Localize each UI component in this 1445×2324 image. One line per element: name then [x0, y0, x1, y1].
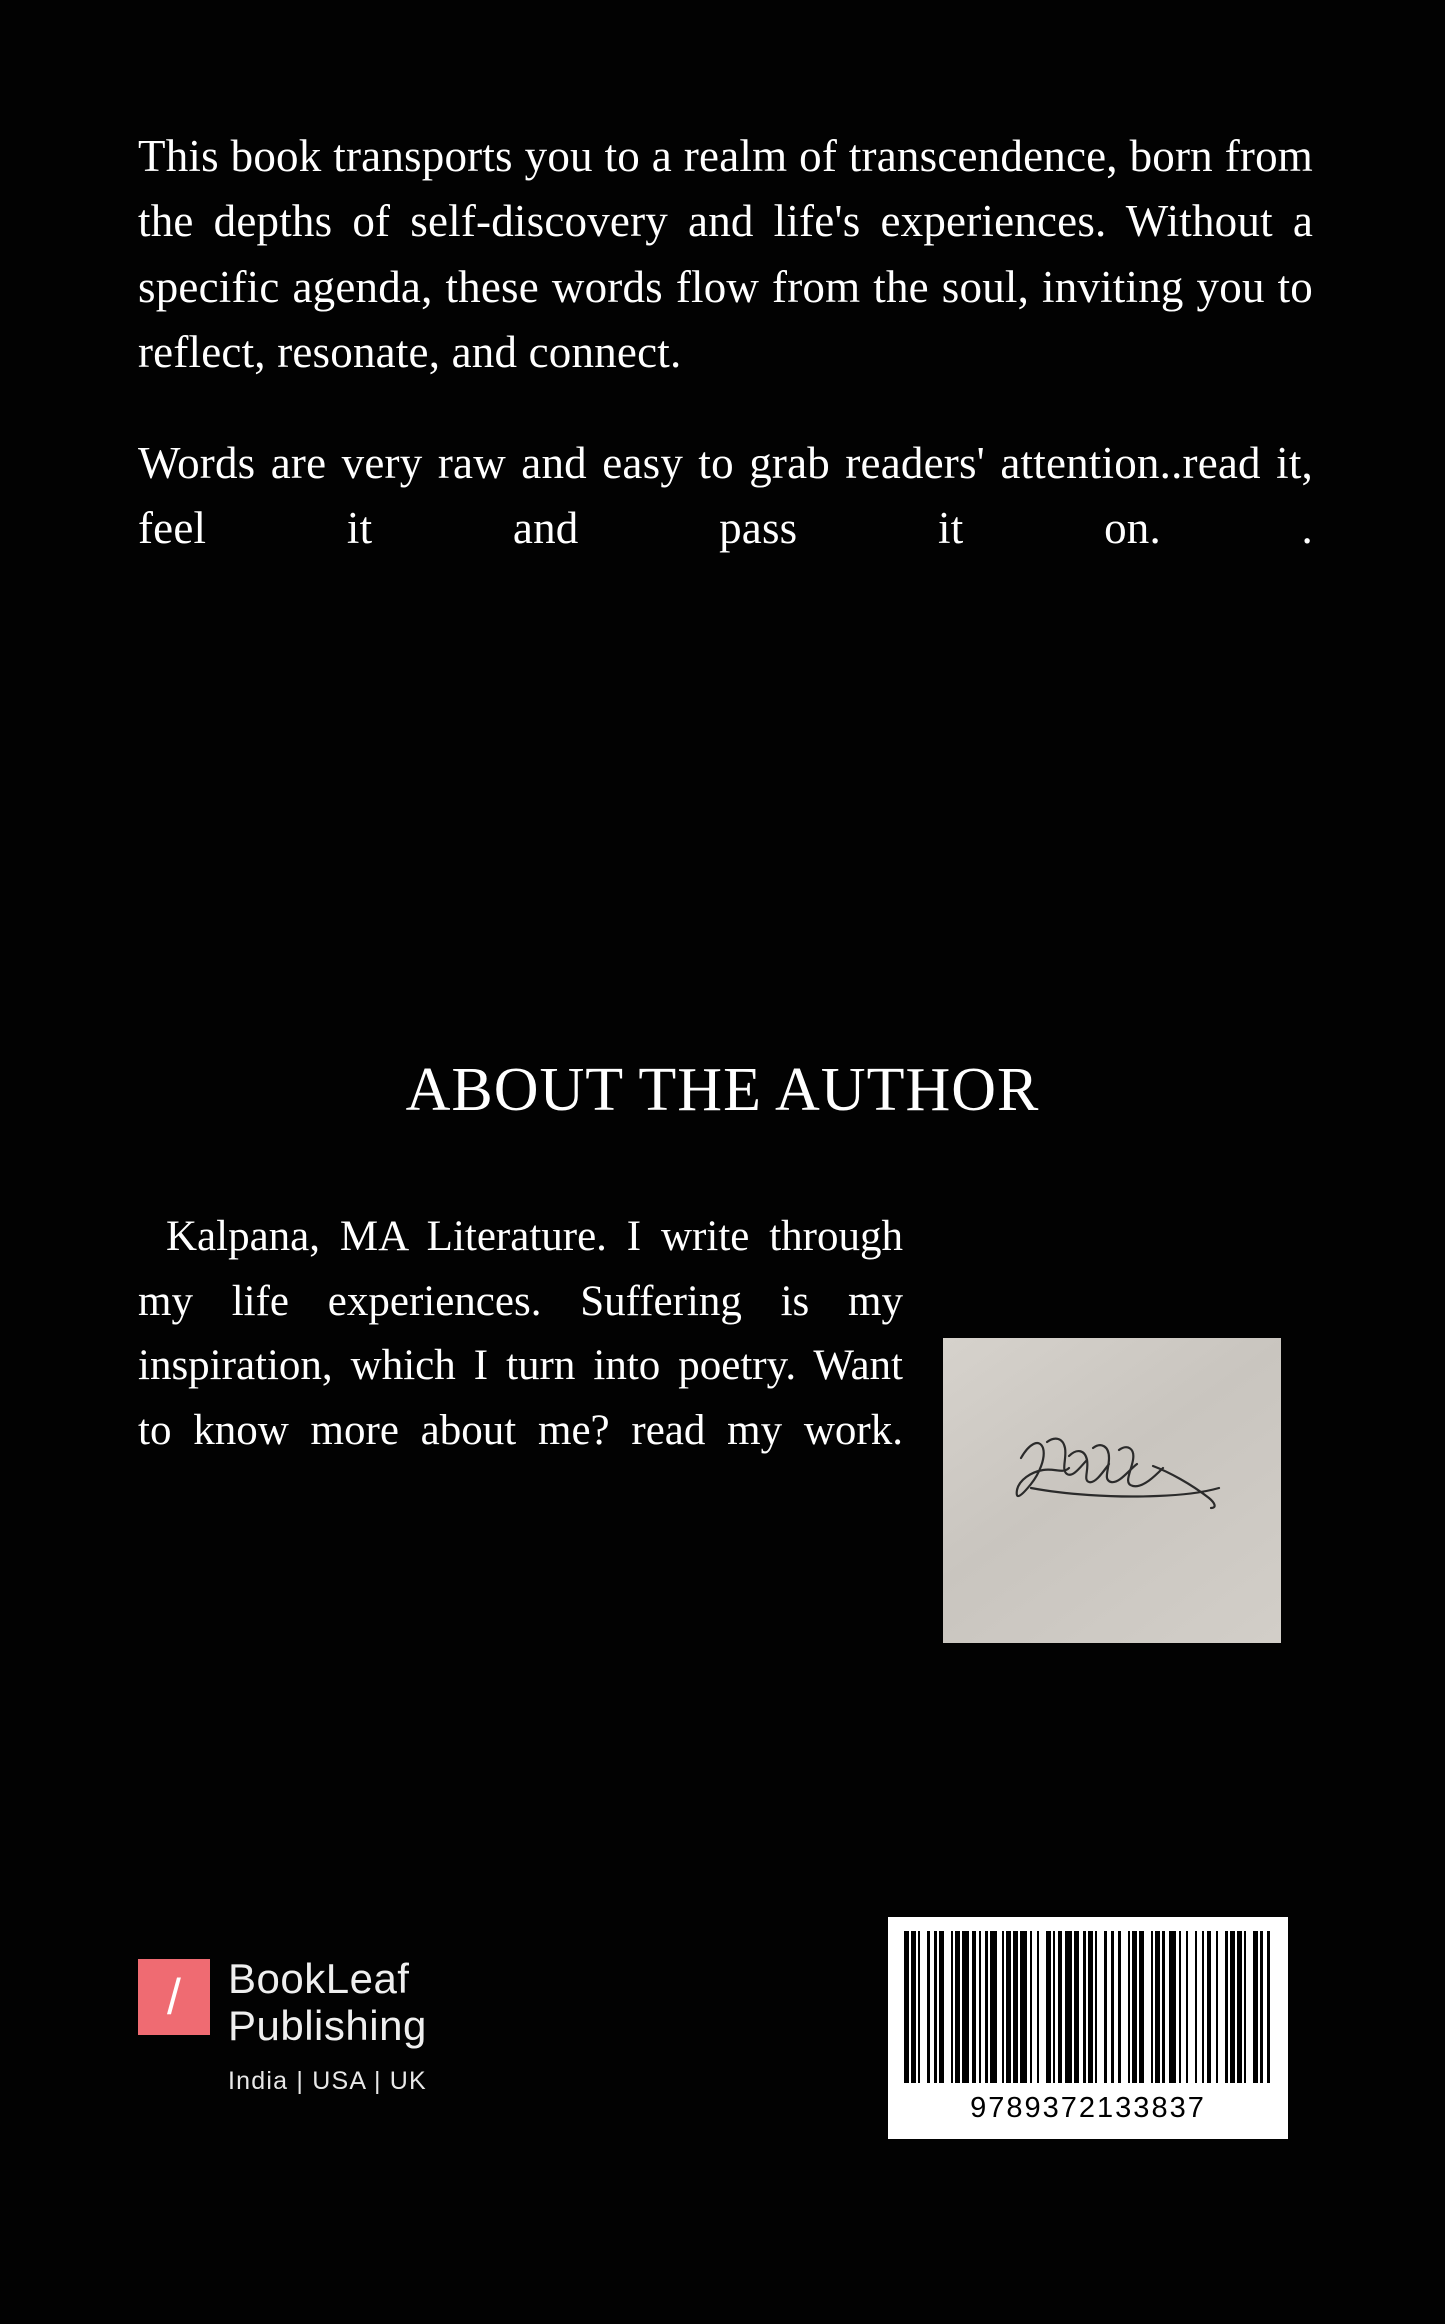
publisher-name [228, 1955, 427, 2049]
book-blurb [138, 124, 1313, 562]
bio-text: Kalpana, MA Literature. I write through my life experiences. Suffering is my inspiration, which I turn into poetry. Want to know more about me? read my work. [138, 1213, 903, 1454]
barcode-bar [1097, 1931, 1104, 2083]
author-signature-image [943, 1338, 1281, 1643]
publisher-name-line-2: Publishing [228, 2002, 427, 2050]
about-the-author-heading: ABOUT THE AUTHOR [405, 1056, 1040, 1124]
publisher-logo-block [138, 1955, 558, 2096]
barcode-bar [1065, 1931, 1072, 2083]
barcode-bar [962, 1931, 969, 2083]
slash-glyph: / [167, 1969, 181, 2025]
barcode-bar [1039, 1931, 1046, 2083]
author-bio [138, 1205, 903, 1463]
barcode-bar [990, 1931, 997, 2083]
signature-strokes [943, 1338, 1281, 1643]
barcode-bar [1169, 1931, 1176, 2083]
publisher-regions: India | USA | UK [228, 2067, 427, 2096]
bookleaf-slash-icon [138, 1959, 210, 2035]
blurb-paragraph-2: Words are very raw and easy to grab readers' attention..read it, feel it and pass it on. . [138, 438, 1313, 554]
isbn-barcode [888, 1917, 1288, 2139]
barcode-bar [920, 1931, 927, 2083]
barcode-bar [1020, 1931, 1027, 2083]
barcode-bar [1218, 1931, 1225, 2083]
barcode-bar [1121, 1931, 1128, 2083]
blurb-paragraph-1: This book transports you to a realm of transcendence, born from the depths of self-discovery and life's experiences. Without a specific agenda, these words flow from the soul, inviting you to reflect, resonate, and connect. [138, 131, 1313, 377]
barcode-bars [904, 1931, 1272, 2083]
barcode-bar [944, 1931, 951, 2083]
barcode-bar [1144, 1931, 1151, 2083]
publisher-logo-row [138, 1955, 558, 2049]
barcode-bar [1246, 1931, 1253, 2083]
publisher-name-line-1: BookLeaf [228, 1955, 410, 2002]
isbn-number: 9789372133837 [970, 2092, 1206, 2124]
barcode-bar [1270, 1931, 1272, 2083]
barcode-bar [1188, 1931, 1195, 2083]
